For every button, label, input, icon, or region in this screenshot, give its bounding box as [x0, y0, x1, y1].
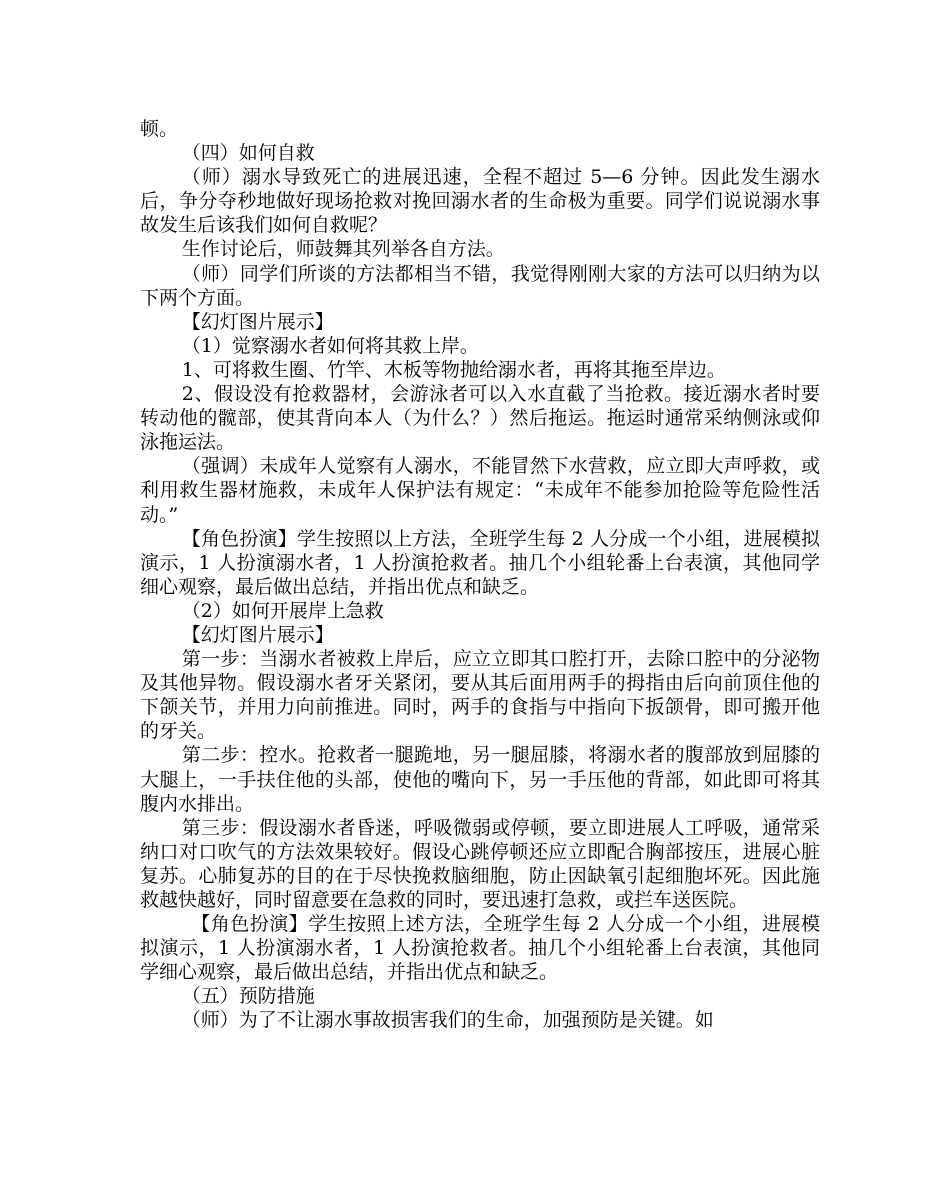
list-item-1: 1、可将救生圈、竹竿、木板等物抛给溺水者，再将其拖至岸边。 — [181, 358, 726, 381]
paragraph-step-one: 第一步：当溺水者被救上岸后，应立立即其口腔打开，去除口腔中的分泌物及其他异物。假设溺水者牙关紧闭，要从其后面用两手的拇指由后向前顶住他的下颌关节，并用力向前推进。同时，两手的食指与中指向下扳颌骨，即可搬开他的牙关。 — [140, 648, 820, 743]
section-heading-prevention: （五）预防措施 — [181, 985, 315, 1008]
paragraph-teacher-summary: （师）同学们所谈的方法都相当不错，我觉得刚刚大家的方法可以归纳为以下两个方面。 — [140, 262, 820, 309]
paragraph-role-play-1: 【角色扮演】学生按照以上方法，全班学生每 2 人分成一个小组，进展模拟演示，1 人扮演溺水者，1 人扮演抢救者。抽几个小组轮番上台表演，其他同学细心观察，最后做出总结，并指出优点和缺乏。 — [140, 527, 820, 598]
list-item-2: 2、假设没有抢救器材，会游泳者可以入水直截了当抢救。接近溺水者时要转动他的髋部，使其背向本人（为什么？）然后拖运。拖运时通常采纳侧泳或仰泳拖运法。 — [140, 383, 820, 454]
slide-label-2: 【幻灯图片展示】 — [181, 623, 334, 646]
paragraph-step-three: 第三步：假设溺水者昏迷，呼吸微弱或停顿，要立即进展人工呼吸，通常采纳口对口吹气的方法效果较好。假设心跳停顿还应立即配合胸部按压，进展心脏复苏。心肺复苏的目的在于尽快挽救脑细胞，防止因缺氧引起细胞坏死。因此施救越快越好，同时留意要在急救的同时，要迅速打急救，或拦车送医院。 — [140, 816, 820, 911]
paragraph-student-discussion: 生作讨论后，师鼓舞其列举各自方法。 — [181, 238, 505, 261]
subheading-onshore-first-aid: （2）如何开展岸上急救 — [181, 599, 384, 622]
document-body — [140, 117, 820, 1033]
paragraph-step-two: 第二步：控水。抢救者一腿跪地，另一腿屈膝，将溺水者的腹部放到屈膝的大腿上，一手扶住他的头部，使他的嘴向下，另一手压他的背部，如此即可将其腹内水排出。 — [140, 744, 820, 815]
paragraph-teacher-intro: （师）溺水导致死亡的进展迅速，全程不超过 5—6 分钟。因此发生溺水后，争分夺秒地做好现场抢救对挽回溺水者的生命极为重要。同学们说说溺水事故发生后该我们如何自救呢？ — [140, 166, 820, 237]
paragraph-emphasis: （强调）未成年人觉察有人溺水，不能冒然下水营救，应立即大声呼救，或利用救生器材施救，未成年人保护法有规定：“未成年不能参加抢险等危险性活动。” — [140, 455, 820, 526]
section-heading-self-rescue: （四）如何自救 — [181, 142, 315, 165]
paragraph-role-play-2: 【角色扮演】学生按照上述方法，全班学生每 2 人分成一个小组，进展模拟演示，1 人扮演溺水者，1 人扮演抢救者。抽几个小组轮番上台表演，其他同学细心观察，最后做出总结，并指出优点和缺乏。 — [140, 913, 820, 984]
slide-label: 【幻灯图片展示】 — [181, 310, 334, 333]
paragraph-prevention-intro: （师）为了不让溺水事故损害我们的生命，加强预防是关键。如 — [181, 1009, 714, 1032]
subheading-rescue-to-shore: （1）觉察溺水者如何将其救上岸。 — [181, 334, 479, 357]
paragraph-continuation: 顿。 — [140, 118, 179, 140]
